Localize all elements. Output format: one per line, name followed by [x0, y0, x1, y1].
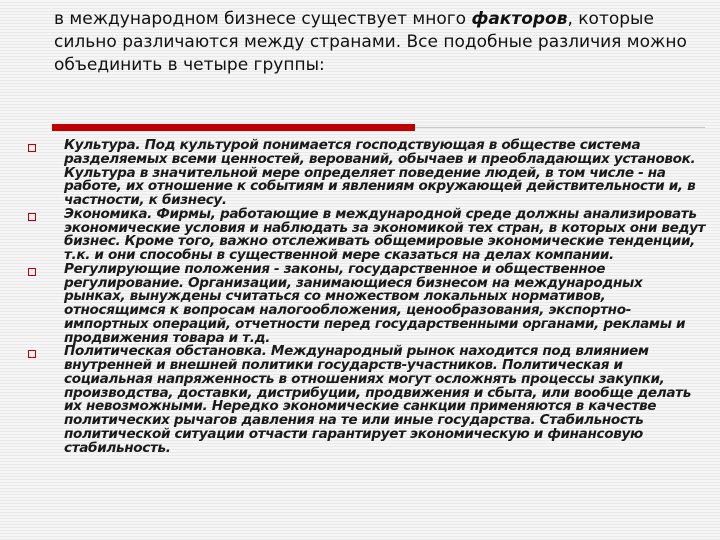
intro-emphasis: факторов — [471, 9, 568, 29]
list-item-text: Культура. Под культурой понимается господствующая в обществе система разделяемых всеми ценностей, верований, обычаев и преобладающих установок. Культура в значительной мере определяет поведение людей, в том числе - на работе, их отношение к событиям и явлениям окружающей действительности и, в частности, к бизнесу. — [64, 137, 696, 208]
factor-list — [28, 139, 708, 455]
list-item-economy — [28, 205, 708, 263]
hollow-square-bullet-icon — [28, 144, 36, 152]
list-item-culture — [28, 139, 708, 208]
hollow-square-bullet-icon — [28, 350, 36, 358]
list-item-text: Политическая обстановка. Международный рынок находится под влиянием внутренней и внешней политики государств-участников. Политическая и социальная напряженность в отношениях могут осложнять процессы закупки, производства, доставки, дистрибуции, продвижения и сбыта, или вообще делать их невозможными. Нередко экономические санкции применяются в качестве политических рычагов давления на те или иные государства. Стабильность политической ситуации отчасти гарантирует экономическую и финансовую стабильность. — [64, 343, 691, 456]
hollow-square-bullet-icon — [28, 213, 36, 221]
accent-bar — [52, 124, 415, 131]
intro-paragraph — [54, 8, 694, 77]
accent-divider-line — [415, 127, 705, 128]
list-item-text: Экономика. Фирмы, работающие в международной среде должны анализировать экономические условия и наблюдать за экономикой тех стран, в которых они ведут бизнес. Кроме того, важно отслеживать общемировые экономические тенденции, т.к. и они способны в существенной мере сказаться на делах компании. — [64, 205, 706, 263]
hollow-square-bullet-icon — [28, 268, 36, 276]
list-item-text: Регулирующие положения - законы, государственное и общественное регулирование. Организации, занимающиеся бизнесом на международных рынках, вынуждены считаться со множеством локальных нормативов, относящимся к вопросам налогообложения, ценообразования, экспортно-импортных операций, отчетности перед государственными органами, рекламы и продвижения товара и т.д. — [64, 260, 686, 346]
intro-text-before: в международном бизнесе существует много — [54, 9, 472, 29]
list-item-politics — [28, 345, 708, 455]
intro-text-after: , которые сильно различаются между странами. Все подобные различия можно объединить в четыре группы: — [54, 9, 687, 75]
list-item-regulation — [28, 260, 708, 346]
